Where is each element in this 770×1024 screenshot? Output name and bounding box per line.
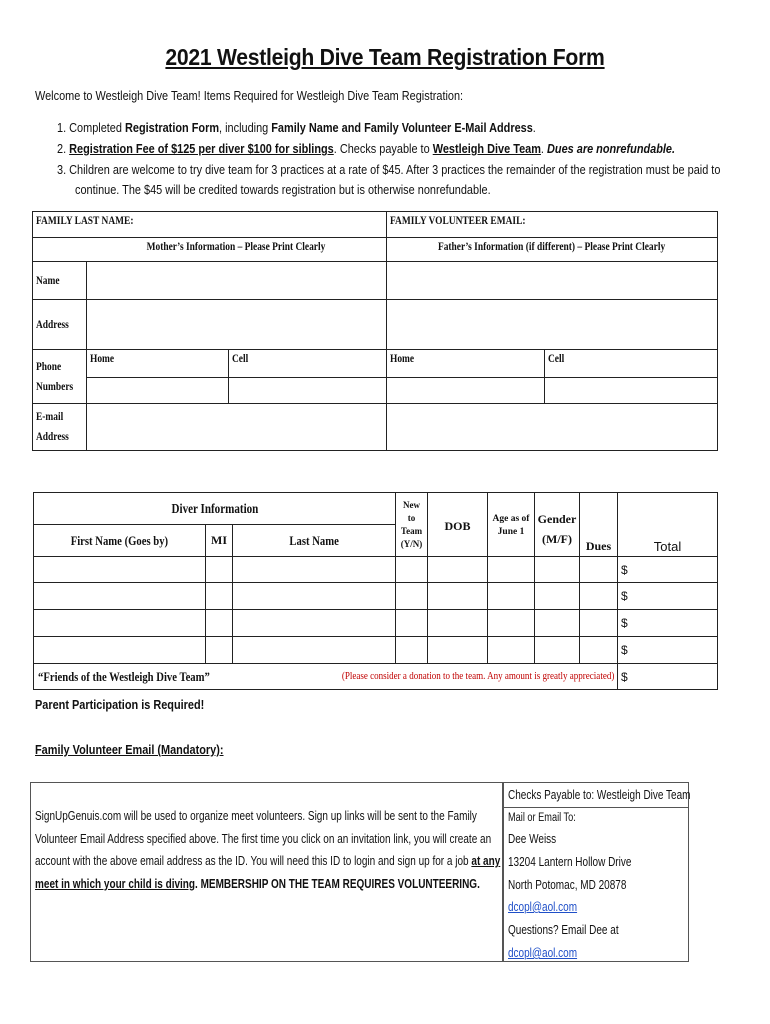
mail-or-email-text: Mail or Email To: [508,812,576,824]
father-email-field[interactable] [387,404,718,451]
diver-mi-field[interactable] [206,637,233,664]
mother-info-header: Mother’s Information – Please Print Clearly [87,238,387,262]
diver-total-field[interactable]: $ [618,637,718,664]
father-home-phone-label: Home [387,350,545,378]
welcome-text: Welcome to Westleigh Dive Team! Items Required for Westleigh Dive Team Registration: [35,88,464,103]
new-to-team-header: New to Team (Y/N) [396,493,428,557]
questions-email-link[interactable]: dcopl@aol.com [508,946,578,960]
mother-cell-phone-label: Cell [229,350,387,378]
father-name-field[interactable] [387,262,718,300]
diver-dues-field[interactable] [580,557,618,583]
diver-first-name-field[interactable] [34,583,206,610]
questions-text: Questions? Email Dee at [508,923,619,937]
diver-age-field[interactable] [488,610,535,637]
contact-street: 13204 Lantern Hollow Drive [508,855,632,869]
diver-first-name-field[interactable] [34,637,206,664]
diver-last-name-field[interactable] [233,583,396,610]
diver-dob-field[interactable] [428,610,488,637]
diver-age-field[interactable] [488,637,535,664]
mother-cell-phone-field[interactable] [229,378,387,404]
diver-age-field[interactable] [488,557,535,583]
father-info-header: Father’s Information (if different) – Please Print Clearly [387,238,718,262]
diver-first-name-field[interactable] [34,610,206,637]
dob-header: DOB [428,493,488,557]
diver-gender-field[interactable] [535,637,580,664]
family-info-table [32,211,718,451]
diver-age-field[interactable] [488,583,535,610]
donation-note: (Please consider a donation to the team. Any amount is greatly appreciated) [341,670,614,682]
father-address-field[interactable] [387,300,718,350]
mother-home-phone-field[interactable] [87,378,229,404]
family-volunteer-email-mandatory: Family Volunteer Email (Mandatory): [35,742,224,757]
diver-last-name-field[interactable] [233,610,396,637]
diver-total-field[interactable]: $ [618,583,718,610]
friends-label: “Friends of the Westleigh Dive Team” [38,669,210,684]
diver-mi-field[interactable] [206,583,233,610]
diver-dues-field[interactable] [580,610,618,637]
row-label-name: Name [33,262,87,300]
form-title: 2021 Westleigh Dive Team Registration Form [165,44,605,70]
father-cell-phone-label: Cell [545,350,718,378]
requirement-3-line-1: 3. Children are welcome to try dive team for 3 practices at a rate of $45. After 3 practices the remainder of the registration must be paid to [57,162,721,177]
mother-home-phone-label: Home [87,350,229,378]
diver-dob-field[interactable] [428,557,488,583]
requirement-3-line-2: continue. The $45 will be credited towards registration but is otherwise nonrefundable. [75,182,491,197]
diver-total-field[interactable]: $ [618,610,718,637]
row-label-phone: Phone Numbers [33,350,87,404]
father-home-phone-field[interactable] [387,378,545,404]
diver-new-field[interactable] [396,557,428,583]
volunteer-info-box [30,782,503,962]
age-header: Age as of June 1 [488,493,535,557]
diver-row [34,610,718,637]
mail-info-box [503,782,689,962]
diver-dob-field[interactable] [428,583,488,610]
volunteer-text-line-1: SignUpGenuis.com will be used to organize meet volunteers. Sign up links will be sent to the Family [35,809,477,823]
row-label-address: Address [33,300,87,350]
row-label-email: E-mail Address [33,404,87,451]
dues-header: Dues [580,493,618,557]
diver-total-field[interactable]: $ [618,557,718,583]
diver-new-field[interactable] [396,583,428,610]
checks-payable-text: Checks Payable to: Westleigh Dive Team [508,788,691,802]
friends-donation-row [34,664,618,690]
diver-row [34,557,718,583]
diver-dues-field[interactable] [580,583,618,610]
diver-first-name-field[interactable] [34,557,206,583]
mother-name-field[interactable] [87,262,387,300]
contact-city: North Potomac, MD 20878 [508,878,627,892]
contact-name: Dee Weiss [508,832,557,846]
first-name-header: First Name (Goes by) [34,525,206,557]
diver-info-table [33,492,718,690]
requirement-1: 1. Completed Registration Form, including Family Name and Family Volunteer E-Mail Address. [57,120,536,135]
diver-row [34,583,718,610]
diver-gender-field[interactable] [535,557,580,583]
mother-address-field[interactable] [87,300,387,350]
contact-email-link[interactable]: dcopl@aol.com [508,900,578,914]
mi-header: MI [206,525,233,557]
volunteer-text-line-2: Volunteer Email Address specified above. The first time you click on an invitation link, you will create an [35,832,492,846]
diver-last-name-field[interactable] [233,637,396,664]
diver-new-field[interactable] [396,637,428,664]
diver-gender-field[interactable] [535,610,580,637]
diver-gender-field[interactable] [535,583,580,610]
last-name-header: Last Name [233,525,396,557]
diver-mi-field[interactable] [206,610,233,637]
total-header: Total [618,493,718,557]
mother-email-field[interactable] [87,404,387,451]
family-last-name-field[interactable]: FAMILY LAST NAME: [33,212,387,238]
diver-mi-field[interactable] [206,557,233,583]
father-cell-phone-field[interactable] [545,378,718,404]
donation-total-field[interactable]: $ [618,664,718,690]
diver-info-header: Diver Information [34,493,396,525]
diver-new-field[interactable] [396,610,428,637]
diver-dues-field[interactable] [580,637,618,664]
diver-row [34,637,718,664]
parent-participation-text: Parent Participation is Required! [35,697,205,712]
diver-dob-field[interactable] [428,637,488,664]
volunteer-text-line-4: meet in which your child is diving. MEMBERSHIP ON THE TEAM REQUIRES VOLUNTEERING. [35,877,480,891]
gender-header: Gender (M/F) [535,493,580,557]
diver-last-name-field[interactable] [233,557,396,583]
volunteer-text-line-3: account with the above email address as the ID. You will need this ID to login and sign up for a job at any [35,854,501,868]
requirement-2: 2. Registration Fee of $125 per diver $100 for siblings. Checks payable to Westleigh Dive Team. Dues are nonrefundable. [57,141,676,156]
family-volunteer-email-field[interactable]: FAMILY VOLUNTEER EMAIL: [387,212,718,238]
